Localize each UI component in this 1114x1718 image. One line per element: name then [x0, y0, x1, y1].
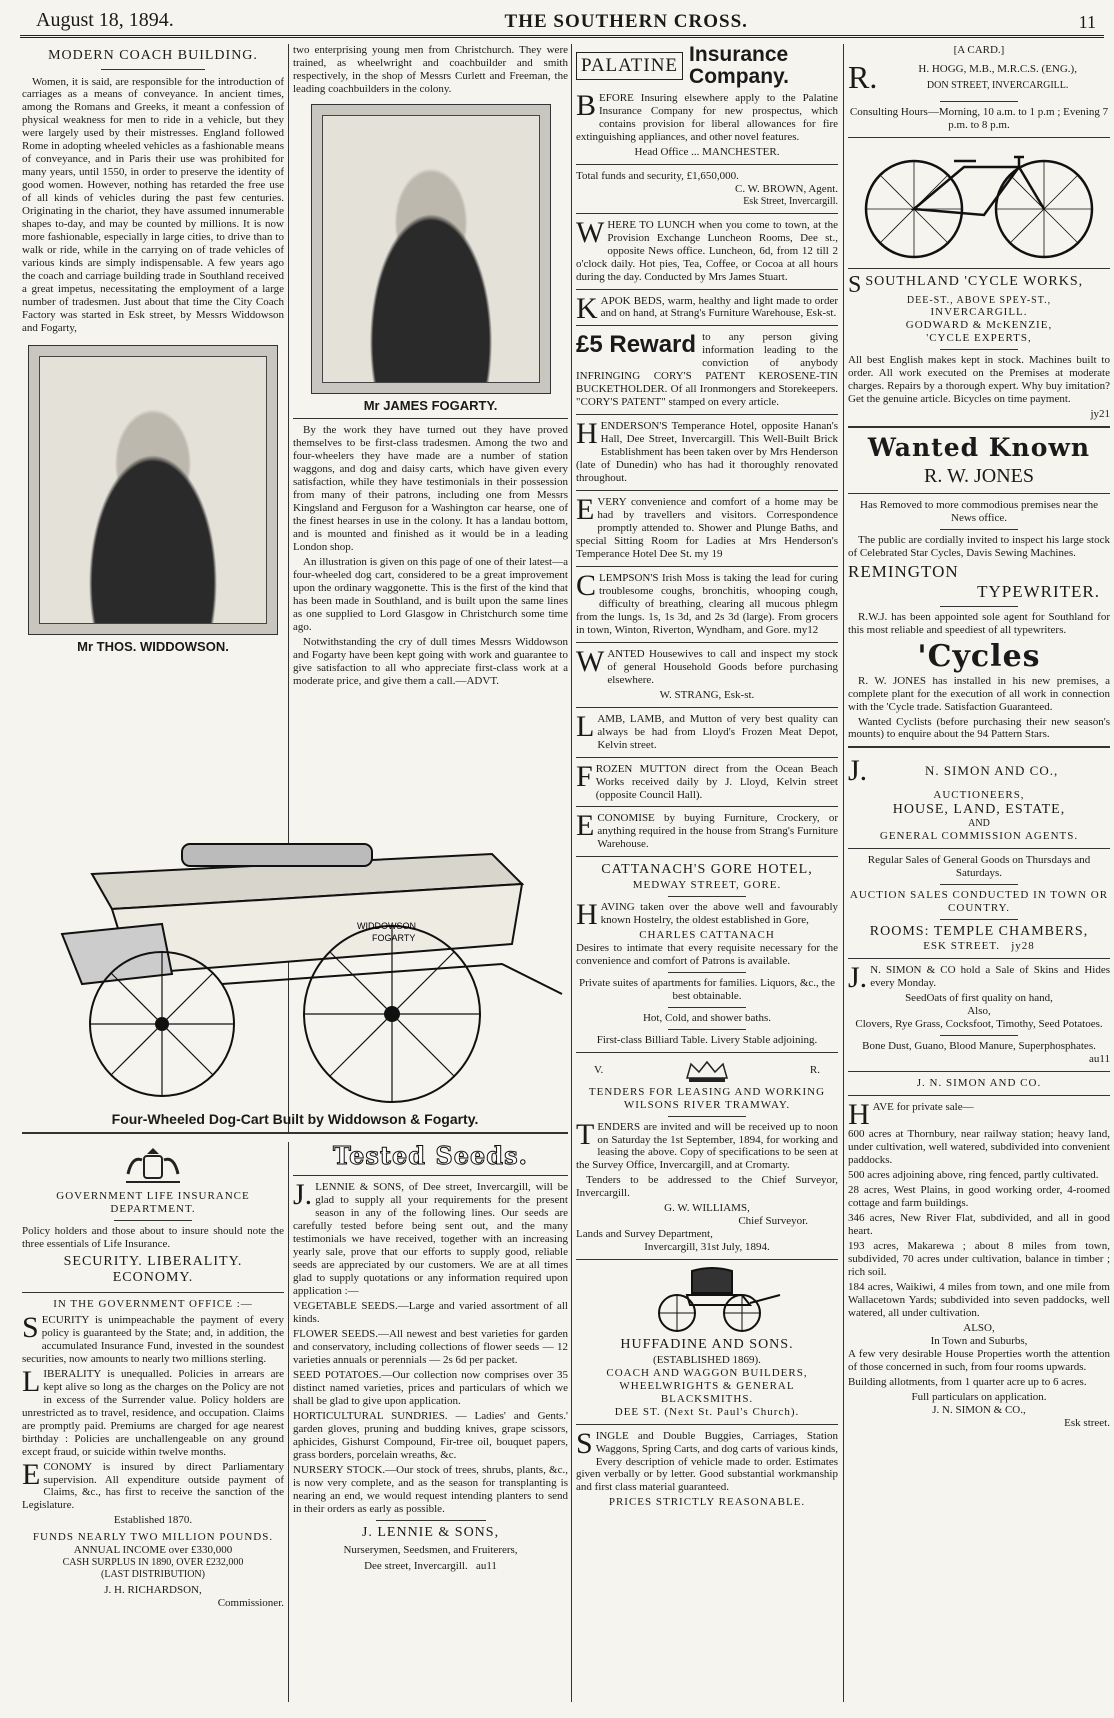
divider [101, 69, 206, 70]
tenders-text: ENDERS are invited and will be received up to noon on Saturday the 1st September, 1894, for working and leasing the above. Copy of specifications to be seen at the Survey Office, Invercargill, and at Cromarty. [576, 1120, 838, 1172]
page-number: 11 [1078, 11, 1096, 32]
divider [668, 1029, 747, 1030]
kapok-ad: APOK BEDS, warm, healthy and light made to order and on hand, at Strang's Furniture Warehouse, Esk-st. [600, 294, 838, 320]
hogg-name: H. HOGG, M.B., M.R.C.S. (ENG.), [918, 63, 1077, 76]
govt-signatory-title: Commissioner. [217, 1596, 284, 1609]
henderson-ad: ENDERSON'S Temperance Hotel, opposite Hanan's Hall, Dee Street, Invercargill. This Well-Built Brick Establishment has been taken over by Mrs Henderson (late of Dunedin) who has had it thoroughly renovated throughout. [576, 420, 838, 485]
divider [576, 757, 838, 758]
tested-seeds-ad: Tested Seeds. J. LENNIE & SONS, of Dee street, Invercargill, will be glad to supply all your requirements for the present season in any of the following lines. Our seeds are carefully tested before being sent out, and the many testimonials we have received, together with an increasing yearly sale, prove that our efforts to supply good, reliable seeds are appreciated by our customers. We are at all times glad to supply quotations or any information required upon application :— VEGETABLE SEEDS.—Large and varied assortment of all kinds. FLOWER SEEDS.—All newest and best varieties for garden and conservatory, including collections of flower seeds — 12 varieties annuals or perennials — 2s 6d per packet. SEED POTATOES.—Our collection now comprises over 35 distinct named varieties, prices and particulars of which we shall be glad to give upon application. HORTICULTURAL SUNDRIES. — Ladies' and Gents.' garden gloves, pruning and budding knives, grape scissors, aphicides, Gishurst Compound, Fir-tree oil, bouquet papers, grass borders, porcelain wreaths, &c. NURSERY STOCK.—Our stock of trees, shrubs, plants, &c., is now very complete, and as the season for transplanting is nearing an end, we would request intending planters to send in their orders as early as possible. J. LENNIE & SONS, Nurserymen, Seedsmen, and Fruiterers, Dee street, Invercargill. au11 [293, 1142, 568, 1573]
divider [848, 268, 1110, 269]
divider [576, 707, 838, 708]
seeds-code: au11 [475, 1560, 497, 1573]
divider [940, 884, 1019, 885]
cycle-works-address: DEE-ST., ABOVE SPEY-ST., [906, 294, 1052, 306]
property-item: 346 acres, New River Flat, subdivided, and all in good heart. [848, 1212, 1110, 1237]
huffadine-prices: PRICES STRICTLY REASONABLE. [608, 1496, 806, 1509]
column-rule [288, 1142, 289, 1702]
divider [22, 1132, 568, 1134]
clempson-ad-code: my12 [793, 623, 819, 636]
vr-crest [576, 1058, 838, 1084]
cycle-experts: 'CYCLE EXPERTS, [926, 332, 1032, 345]
divider [22, 1292, 284, 1293]
simon-have: AVE for private sale— [872, 1101, 974, 1114]
simon-also-2: ALSO, [963, 1321, 995, 1334]
palatine-name: PALATINE [576, 52, 683, 80]
huffadine-title: HUFFADINE AND SONS. [620, 1337, 794, 1353]
cycle-works-city: INVERCARGILL. [930, 306, 1028, 319]
reward-title: £5 Reward [576, 331, 697, 359]
property-item: 193 acres, Makarewa ; about 8 miles from town, subdivided, 70 acres under cultivation, balance in timber ; rich soil. [848, 1239, 1110, 1278]
property-item: 600 acres at Thornbury, near railway station; heavy land, under cultivation, well watered, subdivided into convenient paddocks. [848, 1128, 1110, 1167]
divider [940, 101, 1019, 102]
simon-co-title: J. N. SIMON AND CO. [916, 1077, 1042, 1090]
cart-label-fogarty: FOGARTY [372, 933, 416, 943]
divider [576, 213, 838, 214]
huffadine-established: (ESTABLISHED 1869). [653, 1353, 761, 1366]
palatine-header [576, 44, 838, 88]
tenders-address: Tenders to be addressed to the Chief Surveyor, Invercargill. [576, 1174, 838, 1200]
wanted-cyclists: Wanted Cyclists (before purchasing their new season's mounts) to enquire about the 94 Pattern Stars. [848, 715, 1110, 741]
simon-esk: ESK STREET. [923, 940, 1000, 953]
cattanach-name: CHARLES CATTANACH [639, 928, 775, 941]
simon-suburbs: In Town and Suburbs, [930, 1334, 1028, 1347]
divider [293, 418, 568, 419]
simon-skins: N. SIMON & CO hold a Sale of Skins and Hides every Monday. [870, 964, 1110, 990]
divider [668, 972, 747, 973]
seeds-address: Dee street, Invercargill. [364, 1560, 468, 1573]
simon-rooms: ROOMS: TEMPLE CHAMBERS, [869, 923, 1089, 939]
simon-bone-code: au11 [1089, 1053, 1110, 1066]
property-item: 500 acres adjoining above, ring fenced, partly cultivated. [848, 1169, 1099, 1182]
divider [848, 1071, 1110, 1072]
divider [848, 1095, 1110, 1096]
article-body-1: By the work they have turned out they have proved themselves to be first-class tradesmen. Among the two and four-wheelers they have made are a number of station waggons, and dog and daisy carts, which have given every satisfaction, while they have testimonials in their possession from many of their patrons, including one from Messrs Kingsland and Ferguson for a Washington car hearse, one of the finest hearses in use in the colony. It has a landau bottom, and is mounted and finished as it would be in a leading London shop. [293, 424, 568, 553]
simon-allotments: Building allotments, from 1 quarter acre up to 6 acres. [848, 1375, 1087, 1388]
divider [576, 856, 838, 857]
strang-wanted-ad: ANTED Housewives to call and inspect my stock of general Household Goods before purchasing elsewhere. [607, 647, 838, 686]
simon-signature: J. N. SIMON & CO., [932, 1403, 1026, 1416]
gore-hotel-baths: Hot, Cold, and shower baths. [642, 1011, 771, 1024]
govt-income: ANNUAL INCOME over £330,000 [73, 1544, 233, 1557]
cycles-text: R. W. JONES has installed in his new premises, a complete plant for the execution of all work in connection with the 'Cycle trade. Satisfaction Guaranteed. [848, 674, 1110, 713]
simon-and: AND [968, 818, 990, 830]
simon-signature-street: Esk street. [1064, 1416, 1110, 1429]
huffadine-text: INGLE and Double Buggies, Carriages, Station Waggons, Spring Carts, and dog carts of various kinds, Every description of vehicle made to order. Estimates given verbally or by letter. Good substantial workmanship and first class material guaranteed. [576, 1429, 838, 1494]
masthead [20, 8, 1104, 38]
dogcart-caption: Four-Wheeled Dog-Cart Built by Widdowson & Fogarty. [111, 1110, 479, 1127]
government-insurance-ad: GOVERNMENT LIFE INSURANCE DEPARTMENT. Policy holders and those about to insure should note the three essentials of Life Insurance. SECURITY. LIBERALITY. ECONOMY. IN THE GOVERNMENT OFFICE :— SECURITY is unimpeachable the payment of every policy is guaranteed by the State; and, in addition, the accumulated Insurance Fund, invested in the soundest securities, now amounts to nearly two millions sterling. LIBERALITY is unequalled. Policies in arrears are kept alive so long as the charges on the Policy are not in excess of the Surrender value. Policy holders are unrestricted as to travel, residence, and occupation. Claims are promptly paid. Premiums are charged for age nearest birthday : Policies are unchallengeable on any ground except fraud, or suicide within twelve months. ECONOMY is insured by direct Parliamentary supervision. All expenditure outside payment of Claims, &c., has first to receive the sanction of the Legislature. Established 1870. FUNDS NEARLY TWO MILLION POUNDS. ANNUAL INCOME over £330,000 CASH SURPLUS IN 1890, OVER £232,000 (LAST DISTRIBUTION) J. H. RICHARDSON, Commissioner. [22, 1142, 284, 1702]
columns [20, 38, 1110, 1706]
cycles-title: 'Cycles [917, 639, 1041, 675]
hogg-hours: Consulting Hours—Morning, 10 a.m. to 1 p.m ; Evening 7 p.m. to 8 p.m. [849, 105, 1109, 131]
lunch-ad: HERE TO LUNCH when you come to town, at the Provision Exchange Luncheon Rooms, Dee st., opposite News office. Luncheon, 6d, from 12 till 2 o'clock daily. Hot pies, Tea, Coffee, or Cocoa at all hours during the day. Conducted by Mrs James Stuart. [576, 218, 838, 283]
gore-hotel-suites: Private suites of apartments for families. Liquors, &c., the best obtainable. [579, 976, 835, 1002]
every-ad-code: my 19 [694, 547, 723, 560]
divider [940, 529, 1019, 530]
gore-hotel-text: AVING taken over the above well and favourably known Hostelry, the oldest established in Gore, [600, 900, 838, 926]
tenders-williams: G. W. WILLIAMS, [664, 1202, 750, 1215]
simon-regular: Regular Sales of General Goods on Thursdays and Saturdays. [867, 854, 1091, 880]
divider [940, 919, 1019, 920]
govt-intro: Policy holders and those about to insure should note the three essentials of Life Insurance. [22, 1224, 284, 1250]
seeds-flower: FLOWER SEEDS.—All newest and best varieties for garden and conservatory, including collections of flower seeds — 12 varieties annuals or perennials — 2s 6d per packet. [293, 1327, 568, 1366]
divider [576, 806, 838, 807]
article-body-3: Notwithstanding the cry of dull times Messrs Widdowson and Fogarty have been kept going with work and guarantee to give satisfaction to all who appreciate first-class work at a moderate price, and give them a call.—ADVT. [293, 635, 568, 687]
govt-motto: SECURITY. LIBERALITY. ECONOMY. [63, 1253, 243, 1286]
divider [576, 325, 838, 326]
divider [940, 349, 1019, 350]
palatine-insurance: Insurance [689, 44, 789, 66]
column-2 [293, 44, 568, 814]
coach-building-text: Women, it is said, are responsible for the introduction of carriages as a means of conveyance. In ancient times, among the Romans and Greeks, it meant a confession of physical weakness for men to ride in a vehicle, but they were largely used by their mistresses. England followed Rome in adopting wheeled vehicles as a fashionable means of conveyance, and in Paris their use was prohibited for many years, until 1550, in order to preserve the identity of good women. However, nothing has retarded the free use of all kinds of vehicles during the past few centuries. Originating in the chariot, they have assumed innumerable shapes to-day, and may be counted by millions. It is now more fashionable, especially in large cities, to drive than to walk or ride, while in the carrying on of trade vehicles of various kinds are simply indispensable. A few years ago the coach and carriage building trade in Southland received a great impetus, necessitating the employment of a large number of tradesmen. Just about that time the City Coach Factory was started in Esk street, by Messrs Widdowson and Fogarty, [22, 75, 284, 334]
cycle-works-code: jy21 [1090, 408, 1110, 421]
article-body-2: An illustration is given on this page of one of their latest—a four-wheeled dog cart, considered to be a great improvement upon the ordinary waggonette. This is the first of the kind that has been made in Southland, and is built upon the same lines as one supplied to Lord Glasgow in Christchurch some time ago. [293, 555, 568, 633]
property-item: 184 acres, Waikiwi, 4 miles from town, and one mile from Wallacetown Yards; subdivided into seven paddocks, well watered, all under cultivation. [848, 1280, 1110, 1319]
divider [576, 289, 838, 290]
divider [576, 490, 838, 491]
divider [848, 493, 1110, 494]
gore-hotel-billiard: First-class Billiard Table. Livery Stable adjoining. [596, 1033, 818, 1046]
tested-seeds-title: Tested Seeds. [333, 1142, 528, 1170]
seeds-potatoes: SEED POTATOES.—Our collection now comprises over 35 distinct named varieties, prices and particulars of which we shall be glad to give upon application. [293, 1368, 568, 1407]
divider [576, 1424, 838, 1425]
divider [848, 426, 1110, 428]
palatine-agent: C. W. BROWN, Agent. [735, 182, 838, 195]
simon-full: Full particulars on application. [911, 1390, 1047, 1403]
simon-initial: J. [848, 754, 868, 788]
simon-also: Also, [967, 1005, 991, 1018]
divider [293, 1175, 568, 1176]
palatine-agent-address: Esk Street, Invercargill. [743, 195, 838, 207]
govt-established: Established 1870. [113, 1514, 193, 1527]
simon-auction-sales: AUCTION SALES CONDUCTED IN TOWN OR COUNTRY. [849, 889, 1109, 914]
divider [576, 164, 838, 165]
divider [848, 137, 1110, 138]
simon-bone: Bone Dust, Guano, Blood Manure, Superphosphates. [862, 1040, 1096, 1053]
govt-dept-title: GOVERNMENT LIFE INSURANCE DEPARTMENT. [56, 1190, 250, 1215]
palatine-head-office: Head Office ... MANCHESTER. [634, 145, 780, 158]
property-list [848, 1128, 1110, 1320]
simon-esk-code: jy28 [1011, 940, 1035, 953]
gore-hotel-desires: Desires to intimate that every requisite necessary for the convenience and comfort of Patrons is available. [576, 941, 838, 967]
simon-name: N. SIMON AND CO., [924, 763, 1059, 779]
buggy-illustration [632, 1265, 782, 1335]
property-item: 28 acres, West Plains, in good working order, 4-roomed cottage and farm buildings. [848, 1184, 1110, 1210]
reward-text: to any person giving information leading to the conviction of anybody INFRINGING CORY'S PATENT KEROSENE-TIN BUCKETHOLDER. Of all Ironmongers and Storekeepers. "CORY'S PATENT" stamped on every article. [576, 331, 838, 409]
seeds-vegetable: VEGETABLE SEEDS.—Large and varied assortment of all kinds. [293, 1300, 568, 1325]
divider [848, 746, 1110, 748]
govt-funds: FUNDS NEARLY TWO MILLION POUNDS. [32, 1531, 274, 1544]
gore-hotel-title: CATTANACH'S GORE HOTEL, [601, 862, 813, 878]
simon-house: HOUSE, LAND, ESTATE, [892, 801, 1066, 817]
divider [576, 414, 838, 415]
govt-surplus: CASH SURPLUS IN 1890, OVER £232,000 [62, 1557, 244, 1569]
vr-left: V. [594, 1064, 604, 1077]
hogg-address: DON STREET, INVERCARGILL. [926, 80, 1069, 92]
palatine-text: EFORE Insuring elsewhere apply to the Palatine Insurance Company for new prospectus, which contains provision for liberal allowances for fire extinguishing appliances, and other novel features. [576, 92, 838, 143]
widdowson-caption: Mr THOS. WIDDOWSON. [77, 638, 229, 654]
typewriter-title: TYPEWRITER. [977, 582, 1100, 602]
jones-public: The public are cordially invited to inspect his large stock of Celebrated Star Cycles, Davis Sewing Machines. [848, 534, 1110, 560]
every-ad: VERY convenience and comfort of a home may be had by travellers and visitors. Correspondence promptly attended to. Shower and Plunge Baths, and special Sitting Room for Ladies at Mrs Henderson's Temperance Hotel Dee St. [576, 496, 838, 560]
seeds-trade: Nurserymen, Seedsmen, and Fruiterers, [343, 1544, 518, 1557]
vr-right: R. [809, 1064, 820, 1077]
jones-removed: Has Removed to more commodious premises near the News office. [860, 499, 1098, 525]
govt-office: IN THE GOVERNMENT OFFICE :— [53, 1297, 253, 1310]
simon-seed-oats: SeedOats of first quality on hand, [905, 992, 1053, 1005]
strang-signature: W. STRANG, Esk-st. [659, 688, 755, 701]
dogcart-illustration [22, 814, 568, 1104]
issue-date: August 18, 1894. [36, 9, 174, 32]
card-label: [A CARD.] [953, 44, 1005, 56]
column-4: [A CARD.] R. H. HOGG, M.B., M.R.C.S. (ENG.), DON STREET, INVERCARGILL. Consulting Hours—Morning, 10 a.m. to 1 p.m ; Evening 7 p.m. to 8 p.m. SSOUTHLAND 'CYCLE WORKS, DEE-ST., ABOVE SPEY-ST., INVERCARGILL. GODWARD & McKENZIE, 'CYCLE EXPERTS, All best English makes kept in stock. Machines built to order. All work executed on the Premises at moderate charges. Repairs by a thorough expert. Why buy imitation? Get the genuine article. Bicycles on time payment. jy21 Wanted Known R. W. JONES Has Removed to more commodious premises near the News office. The public are cordially invited to inspect his large stock of Celebrated Star Cycles, Davis Sewing Machines. REMINGTON TYPEWRITER. R.W.J. has been appointed sole agent for Southland for this most reliable and speediest of all typewriters. 'Cycles R. W. JONES has installed in his new premises, a complete plant for the execution of all work in connection with the 'Cycle trade. Satisfaction Guaranteed. Wanted Cyclists (before purchasing their new season's mounts) to enquire about the 94 Pattern Stars. J. N. SIMON AND CO., AUCTIONEERS, HOUSE, LAND, ESTATE, AND GENERAL COMMISSION AGENTS. Regular Sales of General Goods on Thursdays and Saturdays. AUCTION SALES CONDUCTED IN TOWN OR COUNTRY. ROOMS: TEMPLE CHAMBERS, ESK STREET. jy28 J. N. SIMON & CO hold a Sale of Skins and Hides every Monday. SeedOats of first quality on hand, Also, Clovers, Rye Grass, Cocksfoot, Timothy, Seed Potatoes. Bone Dust, Guano, Blood Manure, Superphosphates. au11 J. N. SIMON AND CO. HAVE for private sale— 600 acres at Thornbury, near railway station; heavy land, under cultivation, well watered, subdivided into convenient paddocks. 500 acres adjoining above, ring fenced, partly cultivated. 28 acres, West Plains, in good working order, 4-roomed cottage and farm buildings. 346 acres, New River Flat, subdivided, and all in good heart. 193 acres, Makarewa ; about 8 miles from town, subdivided, 70 acres under cultivation, balance in timber ; rich soil. 184 acres, Waikiwi, 4 miles from town, and one mile from Wallacetown Yards; subdivided into seven paddocks, well watered, all under cultivation. ALSO, In Town and Suburbs, A few very desirable House Properties worth the attention of those concerned in such, from four rooms upwards. Building allotments, from 1 quarter acre up to 6 acres. Full particulars on application. J. N. SIMON & CO., Esk street. [848, 44, 1110, 1429]
divider [940, 606, 1019, 607]
govt-distribution: (LAST DISTRIBUTION) [101, 1569, 205, 1581]
govt-security: ECURITY is unimpeachable the payment of every policy is guaranteed by the State; and, in addition, the accumulated Insurance Fund, invested in the soundest securities, now amounts to nearly two millions sterling. [22, 1313, 284, 1365]
seeds-intro: LENNIE & SONS, of Dee street, Invercargill, will be glad to supply all your requirements for the present season in any of the following lines. Our seeds are carefully tested before being sent out, and the many testimonials we have received, together with an increasing yearly sale, prove that our efforts to supply good, reliable seeds are appreciated by our customers. We are at all times glad to supply quotations or any information required upon application :— [293, 1181, 568, 1298]
divider [848, 958, 1110, 959]
tenders-title: TENDERS FOR LEASING AND WORKING WILSONS RIVER TRAMWAY. [588, 1085, 826, 1111]
divider [668, 1007, 747, 1008]
hogg-card [848, 59, 1110, 97]
dogcart-illustration-block [22, 808, 568, 1139]
gore-hotel-street: MEDWAY STREET, GORE. [632, 878, 782, 891]
seeds-firm: J. LENNIE & SONS, [361, 1524, 500, 1540]
divider [940, 1035, 1019, 1036]
cycle-works-title: SOUTHLAND 'CYCLE WORKS, [865, 273, 1084, 289]
divider [576, 566, 838, 567]
simon-clovers: Clovers, Rye Grass, Cocksfoot, Timothy, Seed Potatoes. [855, 1018, 1103, 1031]
remington-title: REMINGTON [848, 562, 959, 582]
jones-rwj: R.W.J. has been appointed sole agent for Southland for this most reliable and speediest of all typewriters. [848, 611, 1110, 637]
coat-of-arms-icon [118, 1144, 188, 1188]
godward-mckenzie: GODWARD & McKENZIE, [905, 319, 1053, 332]
govt-economy: CONOMY is insured by direct Parliamentary supervision. All expenditure outside payment of Claims, &c., has first to receive the sanction of the Legislature. [22, 1460, 284, 1512]
bicycle-illustration [854, 143, 1104, 263]
divider [668, 1116, 747, 1117]
seeds-horticultural: HORTICULTURAL SUNDRIES. — Ladies' and Gents.' garden gloves, pruning and budding knives, grape scissors, aphicides, Gishurst Compound, Fir-tree oil, bouquet papers, grass borders, porcelain wreaths, &c. [293, 1409, 568, 1461]
coach-building-title: MODERN COACH BUILDING. [48, 48, 258, 63]
rw-jones-name: R. W. JONES [923, 464, 1035, 487]
wanted-known-title: Wanted Known [867, 433, 1091, 463]
frozen-mutton-ad: ROZEN MUTTON direct from the Ocean Beach Works received daily by J. Lloyd, Kelvin street (opposite Council Hall). [595, 762, 838, 801]
huffadine-address: DEE ST. (Next St. Paul's Church). [614, 1405, 800, 1418]
hogg-initial: R. [848, 58, 878, 95]
widdowson-portrait [28, 345, 278, 635]
fogarty-portrait [311, 104, 551, 394]
column-rule [571, 44, 572, 1702]
cart-label-widdowson: WIDDOWSON [357, 921, 416, 931]
divider [114, 1220, 193, 1221]
govt-signatory: J. H. RICHARDSON, [104, 1583, 202, 1596]
column-rule [843, 44, 844, 1702]
divider [376, 1520, 486, 1521]
tenders-date: Invercargill, 31st July, 1894. [644, 1241, 770, 1254]
divider [576, 1259, 838, 1260]
fogarty-caption: Mr JAMES FOGARTY. [363, 397, 498, 413]
cycle-works-text: All best English makes kept in stock. Machines built to order. All work executed on the Premises at moderate charges. Repairs by a thorough expert. Why buy imitation? Get the genuine article. Bicycles on time payment. [848, 354, 1110, 406]
article-continuation: two enterprising young men from Christchurch. They were trained, as wheelwright and coachbuilder and smith respectively, in the shop of Messrs Curlett and Freeman, the leading coachbuilders in the colony. [293, 44, 568, 95]
divider [576, 1052, 838, 1053]
divider [848, 848, 1110, 849]
tenders-lands: Lands and Survey Department, [576, 1228, 713, 1241]
clempson-ad: LEMPSON'S Irish Moss is taking the lead for curing troublesome coughs, bronchitis, whooping cough, difficulty of breathing, clearing all mucous phlegm from the lungs. 1s, 1s 3d, and 2s 3d (large). From grocers in town, Winton, Riverton, Wyndham, and Gore. [576, 571, 838, 636]
govt-liberality: IBERALITY is unequalled. Policies in arrears are kept alive so long as the charges on the Policy are not in excess of the Surrender value. Policy holders are unrestricted as to travel, residence, and occupation. Claims are promptly paid. Premiums are charged for age nearest birthday : Policies are unchallengeable on any ground except fraud, or suicide within twelve months. [22, 1367, 284, 1458]
simon-auctioneers: AUCTIONEERS, [933, 788, 1025, 801]
huffadine-trade: COACH AND WAGGON BUILDERS, WHEELWRIGHTS & GENERAL BLACKSMITHS. [606, 1366, 808, 1405]
column-3: PALATINE Insurance Company. BEFORE Insuring elsewhere apply to the Palatine Insurance Company for new prospectus, which contains provision for liberal allowances for fire extinguishing appliances, and other novel features. Head Office ... MANCHESTER. Total funds and security, £1,650,000. C. W. BROWN, Agent. Esk Street, Invercargill. WHERE TO LUNCH when you come to town, at the Provision Exchange Luncheon Rooms, Dee st., opposite News office. Luncheon, 6d, from 12 till 2 o'clock daily. Hot pies, Tea, Coffee, or Cocoa at all hours during the day. Conducted by Mrs James Stuart. KAPOK BEDS, warm, healthy and light made to order and on hand, at Strang's Furniture Warehouse, Esk-st. £5 Reward to any person giving information leading to the conviction of anybody INFRINGING CORY'S PATENT KEROSENE-TIN BUCKETHOLDER. Of all Ironmongers and Storekeepers. "CORY'S PATENT" stamped on every article. HENDERSON'S Temperance Hotel, opposite Hanan's Hall, Dee Street, Invercargill. This Well-Built Brick Establishment has been taken over by Mrs Henderson (late of Dunedin) who has had it thoroughly renovated throughout. EVERY convenience and comfort of a home may be had by travellers and visitors. Correspondence promptly attended to. Shower and Plunge Baths, and special Sitting Room for Ladies at Mrs Henderson's Temperance Hotel Dee St. my 19 CLEMPSON'S Irish Moss is taking the lead for curing troublesome coughs, bronchitis, whooping cough, difficulty of breathing, clearing all mucous phlegm from the lungs. 1s, 1s 3d, and 2s 3d (large). From grocers in town, Winton, Riverton, Wyndham, and Gore. my12 WANTED Housewives to call and inspect my stock of general Household Goods before purchasing elsewhere. W. STRANG, Esk-st. LAMB, LAMB, and Mutton of very best quality can always be had from Lloyd's Frozen Meat Depot, Kelvin street. FROZEN MUTTON direct from the Ocean Beach Works received daily by J. Lloyd, Kelvin street (opposite Council Hall). ECONOMISE by buying Furniture, Crockery, or anything required in the house from Strang's Furniture Warehouse. CATTANACH'S GORE HOTEL, MEDWAY STREET, GORE. HAVING taken over the above well and favourably known Hostelry, the oldest established in Gore, CHARLES CATTANACH Desires to intimate that every requisite necessary for the convenience and comfort of Patrons is available. Private suites of apartments for families. Liquors, &c., the best obtainable. Hot, Cold, and shower baths. First-class Billiard Table. Livery Stable adjoining. V. R. TENDERS FOR LEASING AND WORKING WILSONS RIVER TRAMWAY. TENDERS are invited and will be received up to noon on Saturday the 1st September, 1894, for working and leasing the above. Copy of specifications to be seen at the Survey Office, Invercargill, and at Cromarty. Tenders to be addressed to the Chief Surveyor, Invercargill. G. W. WILLIAMS, Chief Surveyor. Lands and Survey Department, Invercargill, 31st July, 1894. HUFFADINE AND SONS. (ESTABLISHED 1869). COACH AND WAGGON BUILDERS, WHEELWRIGHTS & GENERAL BLACKSMITHS. DEE ST. (Next St. Paul's Church). SINGLE and Double Buggies, Carriages, Station Waggons, Spring Carts, and dog carts of various kinds, Every description of vehicle made to order. Estimates given verbally or by letter. Good substantial workmanship and first class material guaranteed. PRICES STRICTLY REASONABLE. [576, 44, 838, 1509]
tenders-williams-title: Chief Surveyor. [738, 1215, 808, 1228]
simon-header [848, 753, 1110, 788]
economise-ad: CONOMISE by buying Furniture, Crockery, or anything required in the house from Strang's Furniture Warehouse. [597, 812, 838, 851]
paper-title: THE SOUTHERN CROSS. [504, 10, 748, 32]
seeds-nursery: NURSERY STOCK.—Our stock of trees, shrubs, plants, &c., is now very complete, and as the season for transplanting is nearing an end, we would request intending planters to send in their orders as early as possible. [293, 1463, 568, 1515]
simon-desirable: A few very desirable House Properties worth the attention of those concerned in such, from four rooms upwards. [848, 1347, 1110, 1373]
crown-crest-icon [677, 1058, 737, 1084]
divider [576, 642, 838, 643]
palatine-total-funds: Total funds and security, £1,650,000. [576, 169, 739, 182]
palatine-company: Company. [689, 65, 789, 89]
lamb-ad: AMB, LAMB, and Mutton of very best quality can always be had from Lloyd's Frozen Meat Depot, Kelvin street. [597, 712, 838, 751]
divider [668, 896, 747, 897]
column-1 [22, 44, 284, 814]
simon-general: GENERAL COMMISSION AGENTS. [879, 830, 1079, 843]
